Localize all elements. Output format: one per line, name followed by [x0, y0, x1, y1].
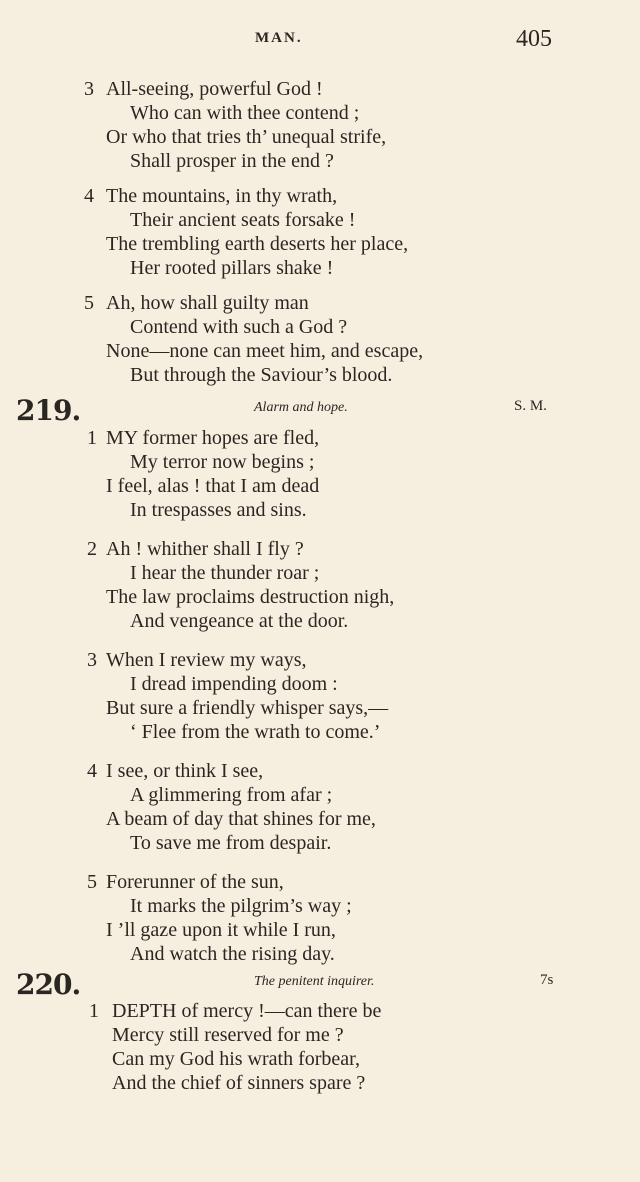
running-title: MAN.: [255, 30, 303, 46]
verse-line: But through the Saviour’s blood.: [130, 364, 393, 386]
verse-line: Mercy still reserved for me ?: [112, 1024, 344, 1046]
verse-line: Shall prosper in the end ?: [130, 150, 334, 172]
verse-line: DEPTH of mercy !—can there be: [112, 1000, 382, 1022]
verse-line: I dread impending doom :: [130, 673, 338, 695]
hymn-number: 219.: [16, 394, 81, 427]
verse-line: And watch the rising day.: [130, 943, 335, 965]
verse-line: And vengeance at the door.: [130, 610, 349, 632]
verse-line: Ah, how shall guilty man: [106, 292, 309, 314]
stanza-number: 4: [87, 760, 97, 782]
verse-line: My terror now begins ;: [130, 451, 315, 473]
verse-line: ‘ Flee from the wrath to come.’: [130, 721, 381, 743]
verse-line: None—none can meet him, and escape,: [106, 340, 424, 362]
stanza-number: 5: [87, 871, 97, 893]
verse-line: Their ancient seats forsake !: [130, 209, 356, 231]
verse-line: I ’ll gaze upon it while I run,: [106, 919, 336, 941]
verse-line: Forerunner of the sun,: [106, 871, 284, 893]
verse-line: I see, or think I see,: [106, 760, 264, 782]
verse-line: To save me from despair.: [130, 832, 332, 854]
verse-line: MY former hopes are fled,: [106, 427, 320, 449]
verse-line: The trembling earth deserts her place,: [106, 233, 409, 255]
hymn-meter: 7s: [540, 972, 554, 988]
verse-line: A glimmering from afar ;: [130, 784, 333, 806]
verse-line: Contend with such a God ?: [130, 316, 348, 338]
verse-line: The mountains, in thy wrath,: [106, 185, 338, 207]
hymn-title: Alarm and hope.: [254, 400, 348, 415]
stanza-number: 4: [84, 185, 94, 207]
verse-line: Or who that tries th’ unequal strife,: [106, 126, 387, 148]
stanza-number: 3: [87, 649, 97, 671]
verse-line: Who can with thee contend ;: [130, 102, 360, 124]
verse-line: Can my God his wrath forbear,: [112, 1048, 361, 1070]
verse-line: I hear the thunder roar ;: [130, 562, 320, 584]
verse-line: Ah ! whither shall I fly ?: [106, 538, 304, 560]
verse-line: Her rooted pillars shake !: [130, 257, 334, 279]
verse-line: And the chief of sinners spare ?: [112, 1072, 366, 1094]
hymn-number: 220.: [16, 968, 81, 1001]
stanza-number: 2: [87, 538, 97, 560]
stanza-number: 5: [84, 292, 94, 314]
verse-line: All-seeing, powerful God !: [106, 78, 323, 100]
verse-line: A beam of day that shines for me,: [106, 808, 376, 830]
stanza-number: 1: [87, 427, 97, 449]
page-number: 405: [516, 26, 552, 52]
verse-line: It marks the pilgrim’s way ;: [130, 895, 352, 917]
verse-line: I feel, alas ! that I am dead: [106, 475, 320, 497]
verse-line: The law proclaims destruction nigh,: [106, 586, 395, 608]
stanza-number: 1: [89, 1000, 99, 1022]
verse-line: In trespasses and sins.: [130, 499, 307, 521]
hymn-meter: S. M.: [514, 398, 547, 414]
verse-line: But sure a friendly whisper says,—: [106, 697, 389, 719]
stanza-number: 3: [84, 78, 94, 100]
hymn-title: The penitent inquirer.: [254, 974, 375, 989]
verse-line: When I review my ways,: [106, 649, 307, 671]
